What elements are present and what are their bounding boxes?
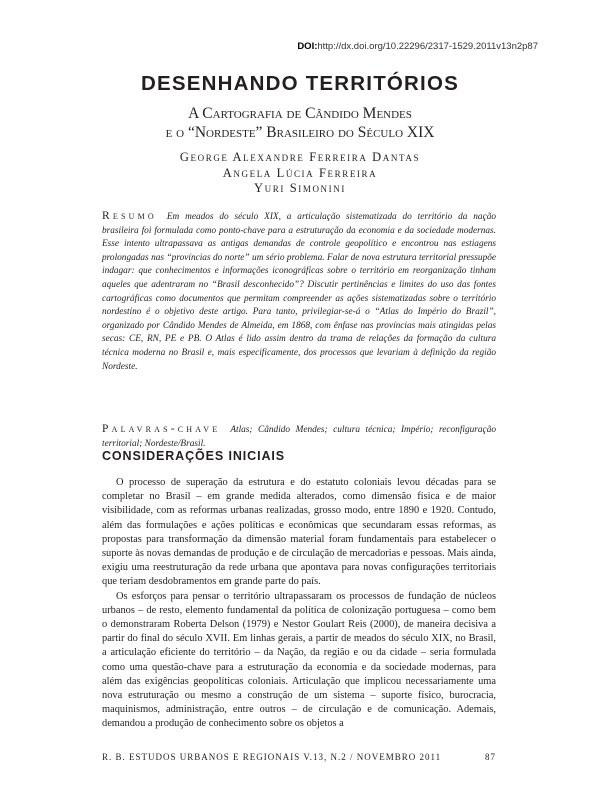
author-name: Yuri Simonini <box>254 181 346 195</box>
subtitle-line-1: A Cartografia de Cândido Mendes <box>188 105 412 122</box>
doi-link[interactable]: http://dx.doi.org/10.22296/2317-1529.2011v13n2p87 <box>317 41 538 52</box>
abstract-block <box>102 210 496 374</box>
subtitle-line-2: e o “Nordeste” Brasileiro do Século XIX <box>165 124 435 141</box>
abstract-text: Em meados do século XIX, a articulação sistematizada do território da nação brasileira foi formulada como ponto-chave para a estruturação da economia e da sociedade modernas. Esse intento ultrapassava as antigas demandas de controle geopolítico e encontrou nas estiagens prolongadas nas “províncias do norte” um sério problema. Falar de nova estrutura territorial pressupõe indagar: que conhecimentos e informações iconográficas sobre o território em reorganização tinham aqueles que adentraram no “Brasil desconhecido”? Discutir pertinências e limites do uso das fontes cartográficas como documentos que permitam compreender as ações sistematizadas sobre o território nordestino é o objetivo deste artigo. Para tanto, privilegiar-se-á o “Atlas do Império do Brazil”, organizado por Cândido Mendes de Almeida, em 1868, com ênfase nas províncias mais atingidas pelas secas: CE, RN, PE e PB. O Atlas é lido assim dentro da trama de relações da formação da cultura técnica moderna no Brasil e, mais especificamente, dos processos que levariam à definição da região Nordeste. <box>102 212 496 372</box>
doi-label: DOI: <box>297 41 318 52</box>
page-number: 87 <box>485 752 496 762</box>
journal-citation: R. B. ESTUDOS URBANOS E REGIONAIS V.13, N.2 / NOVEMBRO 2011 <box>102 752 442 762</box>
keywords-heading: Palavras-chave <box>102 423 221 435</box>
article-title: DESENHANDO TERRITÓRIOS <box>141 72 459 95</box>
doi-line <box>200 41 538 52</box>
page-footer <box>102 752 496 762</box>
body-paragraph: O processo de superação da estrutura e do estatuto coloniais levou décadas para se completar no Brasil – em grande medida alterados, como dimensão física e de maior visibilidade, com as reformas urbanas realizadas, grosso modo, entre 1890 e 1920. Contudo, além das formulações e ações políticas e econômicas que secundaram essas reformas, as propostas para transformação da dimensão material foram fundamentais para estabelecer o suporte às novas demandas de produção e de circulação de mercadorias e pessoas. Mais ainda, exigiu uma reestruturação da rede urbana que apontava para novas configurações territoriais que teriam desdobramentos em grande parte do país. <box>102 477 496 588</box>
article-subtitle <box>0 104 600 142</box>
body-paragraph: Os esforços para pensar o território ultrapassaram os processos de fundação de núcleos urbanos – de resto, elemento fundamental da política de colonização portuguesa – como bem o demonstraram Roberta Delson (1979) e Nestor Goulart Reis (2000), de maneira decisiva a partir do final do século XVII. Em linhas gerais, a partir de meados do século XIX, no Brasil, a articulação eficiente do território – da Nação, da região e ou da cidade – seria formulada como uma questão-chave para a estruturação da economia e da sociedade modernas, para além das exigências geopolíticas coloniais. Articulação que implicou necessariamente uma nova estruturação ou mesmo a construção de um sistema – suporte físico, burocracia, maquinismos, administração, entre outros – de circulação e de comunicação. Ademais, demandou a produção de conhecimento sobre os objetos a <box>102 590 496 730</box>
section-heading: CONSIDERAÇÕES INICIAIS <box>102 449 286 463</box>
abstract-heading: Resumo <box>102 210 157 222</box>
keywords-block <box>102 423 496 451</box>
author-list <box>0 150 600 197</box>
keywords-text: Atlas; Cândido Mendes; cultura técnica; Império; reconfiguração territorial; Nordeste/Brasil. <box>102 425 496 449</box>
author-name: George Alexandre Ferreira Dantas <box>179 150 421 164</box>
section-body <box>102 476 496 732</box>
author-name: Angela Lúcia Ferreira <box>222 165 378 180</box>
